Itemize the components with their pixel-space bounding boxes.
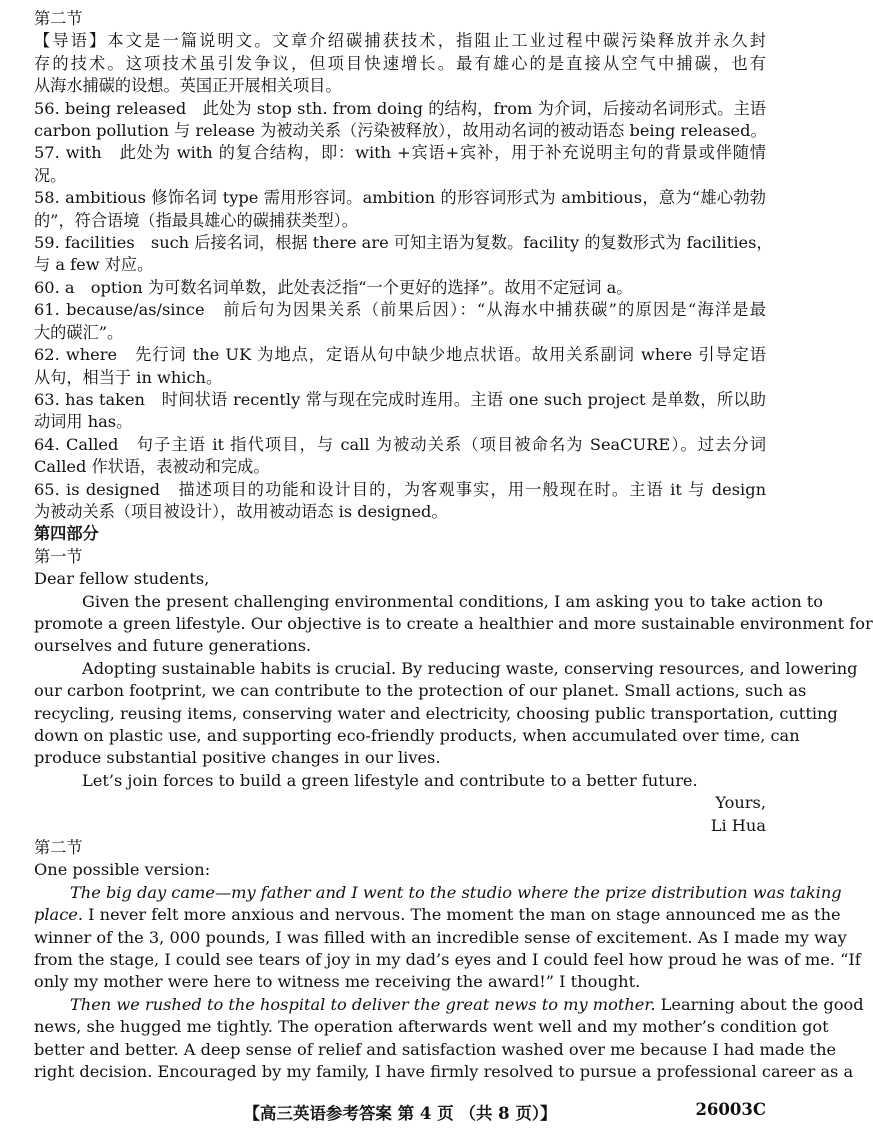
guide-line: 从海水捕碳的设想。英国正开展相关项目。 (34, 76, 342, 96)
story-text: I never felt more anxious and nervous. The moment the man on stage announced me as the (82, 905, 841, 925)
story-italic-text: Then we rushed to the hospital to deliver the great news to my mother. (70, 994, 656, 1014)
answer-line: 62. where 先行词 the UK 为地点，定语从句中缺少地点状语。故用关系副词 where 引导定语 (34, 345, 766, 365)
answer-line: 的”，符合语境（指最具雄心的碳捕获类型）。 (34, 210, 358, 230)
part4-heading: 第四部分 (34, 524, 99, 544)
letter-closing: Yours, (715, 793, 766, 813)
section-heading-sec2: 第二节 (34, 838, 83, 858)
letter-line: produce substantial positive changes in our lives. (34, 748, 441, 768)
story-line: The big day came—my father and I went to the studio where the prize distribution was taking (70, 882, 842, 902)
answer-line: 大的碳汇”。 (34, 322, 124, 342)
page-footer (0, 1100, 800, 1124)
letter-line: Let’s join forces to build a green lifestyle and contribute to a better future. (82, 770, 698, 790)
story-line: better and better. A deep sense of relief and satisfaction washed over me because I had made the (34, 1039, 837, 1059)
letter-line: recycling, reusing items, conserving water and electricity, choosing public transportation, cutting (34, 703, 838, 723)
answer-line: 与 a few 对应。 (34, 255, 154, 275)
story-line: right decision. Encouraged by my family, I have firmly resolved to pursue a professional career as a (34, 1062, 854, 1082)
answer-line: 为被动关系（项目被设计），故用被动语态 is designed。 (34, 501, 448, 521)
story-line: winner of the 3, 000 pounds, I was filled with an incredible sense of excitement. As I made my way (34, 927, 847, 947)
letter-signature: Li Hua (710, 815, 766, 835)
letter-line: our carbon footprint, we can contribute to the protection of our planet. Small actions, such as (34, 681, 807, 701)
section-heading-sec1: 第一节 (34, 546, 83, 566)
answer-line: 64. Called 句子主语 it 指代项目，与 call 为被动关系（项目被命名为 SeaCURE）。过去分词 (34, 434, 766, 454)
letter-line: ourselves and future generations. (34, 636, 312, 656)
answer-line: 从句，相当于 in which。 (34, 367, 223, 387)
section-heading-part3-sec2: 第二节 (34, 9, 83, 28)
answer-line: 56. being released 此处为 stop sth. from doing 的结构，from 为介词，后接动名词形式。主语 (34, 98, 766, 118)
footer-page-label: 【高三英语参考答案 第 4 页 （共 8 页）】 (243, 1104, 557, 1123)
footer-code: 26003C (695, 1100, 766, 1119)
answer-line: 60. a option 为可数名词单数，此处表泛指“一个更好的选择”。故用不定冠词 a。 (34, 277, 633, 297)
answer-line: 动词用 has。 (34, 412, 133, 432)
story-italic-text: place. (34, 905, 83, 925)
guide-line: 存的技术。这项技术虽引发争议，但项目快速增长。最有雄心的是直接从空气中捕碳，也有 (34, 53, 766, 73)
answer-line: 63. has taken 时间状语 recently 常与现在完成时连用。主语 one such project 是单数，所以助 (34, 389, 766, 409)
answer-line: carbon pollution 与 release 为被动关系（污染被释放），故用动名词的被动语态 being released。 (34, 121, 767, 141)
answer-line: 况。 (34, 165, 67, 185)
story-text: Learning about the good (655, 994, 864, 1014)
answer-line: 57. with 此处为 with 的复合结构，即：with +宾语+宾补，用于补充说明主句的背景或伴随情 (34, 143, 766, 163)
letter-line: promote a green lifestyle. Our objective is to create a healthier and more sustainable environment for (34, 613, 873, 633)
story-line: from the stage, I could see tears of joy in my dad’s eyes and I could feel how proud he was of me. “If (34, 950, 861, 970)
letter-salutation: Dear fellow students, (34, 569, 210, 589)
answer-line: 65. is designed 描述项目的功能和设计目的，为客观事实，用一般现在时。主语 it 与 design (34, 479, 766, 499)
answer-line: 59. facilities such 后接名词，根据 there are 可知主语为复数。facility 的复数形式为 facilities， (34, 233, 773, 253)
version-label: One possible version: (34, 860, 211, 880)
answer-line: Called 作状语，表被动和完成。 (34, 457, 270, 477)
guide-line: 【导语】本文是一篇说明文。文章介绍碳捕获技术，指阻止工业过程中碳污染释放并永久封 (34, 31, 766, 51)
story-line: news, she hugged me tightly. The operation afterwards went well and my mother’s condition got (34, 1017, 829, 1037)
letter-line: down on plastic use, and supporting eco-friendly products, when accumulated over time, can (34, 726, 800, 745)
answer-line: 61. because/as/since 前后句为因果关系（前果后因）：“从海水中捕获碳”的原因是“海洋是最 (34, 300, 766, 320)
letter-line: Given the present challenging environmental conditions, I am asking you to take action to (82, 591, 824, 611)
letter-line: Adopting sustainable habits is crucial. By reducing waste, conserving resources, and lowering (82, 658, 858, 678)
answer-line: 58. ambitious 修饰名词 type 需用形容词。ambition 的形容词形式为 ambitious，意为“雄心勃勃 (34, 188, 766, 208)
story-line (34, 994, 864, 1016)
story-line (34, 904, 841, 926)
story-line: only my mother were here to witness me receiving the award!” I thought. (34, 972, 641, 992)
